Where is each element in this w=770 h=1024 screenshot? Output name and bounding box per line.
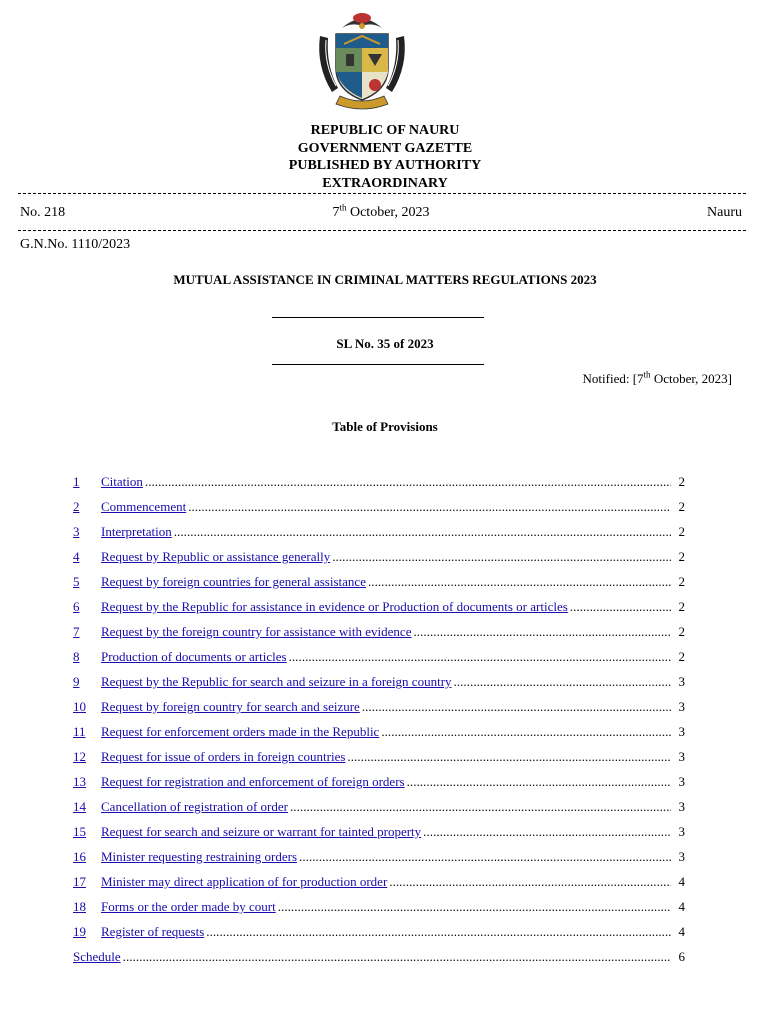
- sl-number: SL No. 35 of 2023: [336, 336, 434, 351]
- toc-entry-link[interactable]: Minister may direct application of for production order: [101, 874, 388, 889]
- toc-entry-link[interactable]: Request by foreign countries for general assistance: [101, 574, 366, 589]
- toc-entry-link[interactable]: Request for registration and enforcement of foreign orders: [101, 774, 405, 789]
- toc-title: Table of Provisions: [332, 419, 438, 434]
- notified-prefix: Notified: [7: [582, 371, 644, 386]
- toc-entry[interactable]: [73, 474, 685, 492]
- toc-entry-page: 3: [678, 749, 685, 764]
- toc-leader-dots: [413, 624, 671, 640]
- toc-leader-dots: [381, 724, 671, 740]
- toc-entry-number[interactable]: 10: [73, 699, 86, 714]
- toc-entry-page: 2: [678, 499, 685, 514]
- toc-entry[interactable]: [73, 524, 685, 542]
- toc-entry[interactable]: [73, 774, 685, 792]
- toc-entry-number[interactable]: 6: [73, 599, 80, 614]
- toc-entry-link[interactable]: Request by the foreign country for assistance with evidence: [101, 624, 412, 639]
- toc-leader-dots: [206, 924, 671, 940]
- toc-entry-number[interactable]: 13: [73, 774, 86, 789]
- toc-entry-page: 3: [678, 799, 685, 814]
- toc-leader-dots: [290, 799, 671, 815]
- toc-entry-link[interactable]: Request by the Republic for assistance in evidence or Production of documents or articles: [101, 599, 568, 614]
- toc-entry-number[interactable]: 17: [73, 874, 86, 889]
- dashed-divider-top: [18, 193, 746, 194]
- toc-leader-dots: [299, 849, 671, 865]
- notified-date: [583, 371, 732, 387]
- toc-entry-link[interactable]: Request for issue of orders in foreign countries: [101, 749, 346, 764]
- toc-entry-link[interactable]: Request by foreign country for search and seizure: [101, 699, 360, 714]
- toc-entry[interactable]: [73, 874, 685, 892]
- masthead-gazette: GOVERNMENT GAZETTE: [297, 140, 473, 156]
- toc-entry[interactable]: [73, 824, 685, 842]
- toc-entry-page: 4: [678, 874, 685, 889]
- toc-entry-number[interactable]: 15: [73, 824, 86, 839]
- toc-entry[interactable]: [73, 574, 685, 592]
- toc-entry-link[interactable]: Request by Republic or assistance generally: [101, 549, 331, 564]
- toc-entry-link[interactable]: Request for enforcement orders made in the Republic: [101, 724, 380, 739]
- toc-entry-number[interactable]: 12: [73, 749, 86, 764]
- toc-entry-number[interactable]: 18: [73, 899, 86, 914]
- toc-leader-dots: [362, 699, 671, 715]
- gazette-masthead: [0, 122, 770, 192]
- toc-entry-number[interactable]: 11: [73, 724, 86, 739]
- title-rule-top: [272, 317, 484, 318]
- toc-entry-page: 2: [678, 474, 685, 489]
- toc-entry-number[interactable]: 7: [73, 624, 80, 639]
- toc-entry-number[interactable]: 4: [73, 549, 80, 564]
- toc-entry-link[interactable]: Register of requests: [101, 924, 205, 939]
- toc-leader-dots: [407, 774, 671, 790]
- toc-entry-number[interactable]: 19: [73, 924, 86, 939]
- toc-leader-dots: [389, 874, 671, 890]
- toc-entry[interactable]: [73, 724, 685, 742]
- toc-entry[interactable]: [73, 549, 685, 567]
- toc-entry[interactable]: [73, 849, 685, 867]
- toc-leader-dots: [278, 899, 671, 915]
- toc-entry[interactable]: [73, 499, 685, 517]
- toc-entry-page: 2: [678, 624, 685, 639]
- issue-date-rest: October, 2023: [346, 205, 430, 220]
- toc-entry-number[interactable]: 3: [73, 524, 80, 539]
- masthead-authority: PUBLISHED BY AUTHORITY: [288, 158, 482, 173]
- toc-entry-page: 4: [678, 924, 685, 939]
- toc-leader-dots: [570, 599, 671, 615]
- toc-entry-page: 2: [678, 574, 685, 589]
- toc-entry-page: 3: [678, 699, 685, 714]
- toc-entry-page: 3: [678, 824, 685, 839]
- toc-entry-page: 3: [678, 774, 685, 789]
- toc-entry[interactable]: [73, 899, 685, 917]
- toc-entry-page: 3: [678, 724, 685, 739]
- toc-entry[interactable]: [73, 624, 685, 642]
- masthead-extraordinary: EXTRAORDINARY: [322, 175, 448, 191]
- nauru-coat-of-arms-icon: [312, 6, 412, 112]
- toc-entry-number[interactable]: 9: [73, 674, 80, 689]
- toc-leader-dots: [174, 524, 671, 540]
- toc-entry-link[interactable]: Production of documents or articles: [101, 649, 287, 664]
- gn-number: G.N.No. 1110/2023: [20, 237, 131, 252]
- toc-entry[interactable]: [73, 799, 685, 817]
- toc-entry-link[interactable]: Request for search and seizure or warrant for tainted property: [101, 824, 422, 839]
- toc-entry-page: 4: [678, 899, 685, 914]
- toc-entry-link[interactable]: Cancellation of registration of order: [101, 799, 288, 814]
- issue-date-day: 7: [332, 205, 340, 220]
- masthead-republic: REPUBLIC OF NAURU: [310, 123, 460, 138]
- toc-entry-link[interactable]: Citation: [101, 474, 143, 489]
- toc-entry-page: 2: [678, 524, 685, 539]
- toc-entry-link[interactable]: Minister requesting restraining orders: [101, 849, 298, 864]
- toc-schedule-page: 6: [678, 949, 685, 964]
- toc-leader-dots: [332, 549, 671, 565]
- notified-rest: October, 2023]: [650, 371, 732, 386]
- toc-leader-dots: [454, 674, 671, 690]
- notified-suffix: th: [643, 369, 651, 380]
- toc-entry-page: 2: [678, 599, 685, 614]
- toc-entry-page: 3: [678, 849, 685, 864]
- toc-entry-page: 2: [678, 649, 685, 664]
- issue-number: No. 218: [20, 205, 66, 220]
- toc-entry-link[interactable]: Forms or the order made by court: [101, 899, 276, 914]
- toc-entry-number[interactable]: 2: [73, 499, 80, 514]
- issue-date: [20, 202, 742, 221]
- toc-entry-link[interactable]: Interpretation: [101, 524, 172, 539]
- toc-leader-dots: [368, 574, 671, 590]
- toc-entry[interactable]: [73, 749, 685, 767]
- toc-entry-number[interactable]: 8: [73, 649, 80, 664]
- toc-leader-dots: [289, 649, 671, 665]
- toc-entry[interactable]: [73, 924, 685, 942]
- toc-entry-link[interactable]: Commencement: [101, 499, 187, 514]
- toc-entry[interactable]: [73, 699, 685, 717]
- toc-entry-number[interactable]: 1: [73, 474, 80, 489]
- toc-leader-dots: [347, 749, 671, 765]
- toc-entry[interactable]: [73, 674, 685, 692]
- toc-leader-dots: [123, 949, 671, 965]
- title-rule-bottom: [272, 364, 484, 365]
- toc-entry-number[interactable]: 14: [73, 799, 86, 814]
- toc-entry-link[interactable]: Request by the Republic for search and seizure in a foreign country: [101, 674, 452, 689]
- toc-entry-number[interactable]: 16: [73, 849, 86, 864]
- toc-schedule-link[interactable]: Schedule: [73, 949, 121, 964]
- toc-entry[interactable]: [73, 649, 685, 667]
- toc-entry[interactable]: [73, 599, 685, 617]
- toc-entry-number[interactable]: 5: [73, 574, 80, 589]
- dashed-divider-bottom: [18, 230, 746, 231]
- toc-leader-dots: [423, 824, 671, 840]
- regulation-title: MUTUAL ASSISTANCE IN CRIMINAL MATTERS REGULATIONS 2023: [173, 272, 597, 287]
- issue-date-suffix: th: [339, 202, 347, 213]
- toc-schedule-entry[interactable]: [73, 949, 685, 967]
- toc-entry-page: 2: [678, 549, 685, 564]
- toc-entry-page: 3: [678, 674, 685, 689]
- toc-leader-dots: [188, 499, 671, 515]
- issue-place: Nauru: [707, 205, 742, 220]
- toc-leader-dots: [145, 474, 671, 490]
